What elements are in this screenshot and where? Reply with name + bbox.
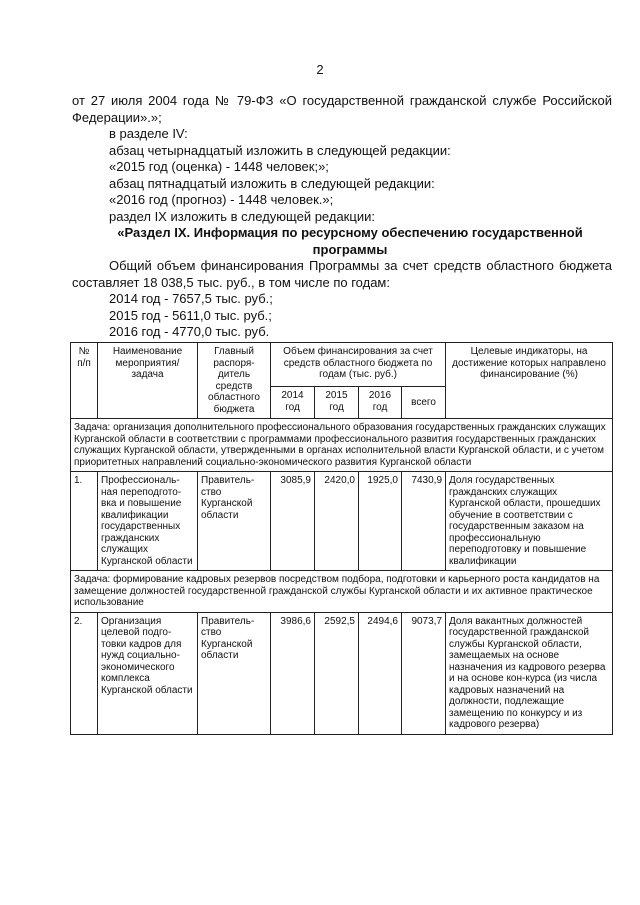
header-total: всего xyxy=(402,387,446,419)
row-num: 2. xyxy=(71,612,98,734)
header-name: Наименование мероприятия/ задача xyxy=(98,343,198,419)
text-line: в разделе IV: xyxy=(109,126,188,141)
text-line: 2015 год - 5611,0 тыс. руб.; xyxy=(109,307,272,323)
text-line: 2014 год - 7657,5 тыс. руб.; xyxy=(109,291,273,306)
row-num: 1. xyxy=(71,472,98,571)
row-2015: 2420,0 xyxy=(315,472,359,571)
text-line: составляет 18 038,5 тыс. руб., в том числе по годам: xyxy=(72,274,390,290)
row-2016: 1925,0 xyxy=(359,472,402,571)
financing-text xyxy=(72,258,612,341)
task-row xyxy=(71,419,613,472)
task-row xyxy=(71,571,613,613)
text-line: 2016 год - 4770,0 тыс. руб. xyxy=(109,324,270,339)
row-name: Профессиональ-ная переподгото-вка и повышение квалификации государственных гражданских служащих Курганской области xyxy=(98,472,198,571)
row-2016: 2494,6 xyxy=(359,612,402,734)
row-2014: 3085,9 xyxy=(271,472,315,571)
task-1: Задача: организация дополнительного профессионального образования государственных гражданских служащих Курганской области в соответствии с программами профессионального развития государственных гражданских служащих Курганской области, утвержденными в органах исполнительной власти Курганской области, и с учетом приоритетных направлений социально-экономического развития Курганской области xyxy=(71,419,613,472)
table-header-row xyxy=(71,343,613,387)
task-2: Задача: формирование кадровых резервов посредством подбора, подготовки и карьерного роста кандидатов на замещение должностей государственной гражданской службы Курганской области и их активное практическое использование xyxy=(71,571,613,613)
text-line: раздел IX изложить в следующей редакции: xyxy=(109,208,375,224)
row-name: Организация целевой подго-товки кадров для нужд социально-экономического комплекса Курганской области xyxy=(98,612,198,734)
text-line: «2015 год (оценка) - 1448 человек;»; xyxy=(109,159,329,174)
header-2014: 2014 год xyxy=(271,387,315,419)
text-line: абзац пятнадцатый изложить в следующей редакции: xyxy=(109,175,435,191)
row-total: 7430,9 xyxy=(402,472,446,571)
financing-table xyxy=(70,342,613,735)
row-indicator: Доля государственных гражданских служащих Курганской области, прошедших обучение в соответствии с государственным заказом на профессиональную переподготовку и повышение квалификации xyxy=(446,472,613,571)
row-manager: Правитель-ство Курганской области xyxy=(198,472,271,571)
text-line: от 27 июля 2004 года № 79-ФЗ «О государственной гражданской службе Российской xyxy=(72,93,612,108)
row-total: 9073,7 xyxy=(402,612,446,734)
text-line: абзац четырнадцатый изложить в следующей редакции: xyxy=(109,142,451,158)
header-num: № п/п xyxy=(71,343,98,419)
table-row xyxy=(71,612,613,734)
row-2015: 2592,5 xyxy=(315,612,359,734)
text-line: Федерации».»; xyxy=(72,109,162,125)
header-indicators: Целевые индикаторы, на достижение которых направлено финансирование (%) xyxy=(446,343,613,419)
header-manager: Главный распоря-дитель средств областного бюджета xyxy=(198,343,271,419)
header-volume: Объем финансирования за счет средств областного бюджета по годам (тыс. руб.) xyxy=(271,343,446,387)
text-line: «2016 год (прогноз) - 1448 человек.»; xyxy=(109,192,334,207)
amendment-text xyxy=(72,93,612,225)
page-number: 2 xyxy=(316,62,324,77)
row-2014: 3986,6 xyxy=(271,612,315,734)
row-manager: Правитель-ство Курганской области xyxy=(198,612,271,734)
text-line: Общий объем финансирования Программы за счет средств областного бюджета xyxy=(109,258,612,273)
section-title: «Раздел IX. Информация по ресурсному обеспечению государственной программы xyxy=(117,225,583,257)
row-indicator: Доля вакантных должностей государственной гражданской службы Курганской области, замещаемых на основе назначения из кадрового резерва и на основе кон-курса (из числа кадровых назначений на должности, подлежащие замещению по конкурсу и из кадрового резерва) xyxy=(446,612,613,734)
header-2015: 2015 год xyxy=(315,387,359,419)
table-row xyxy=(71,472,613,571)
header-2016: 2016 год xyxy=(359,387,402,419)
